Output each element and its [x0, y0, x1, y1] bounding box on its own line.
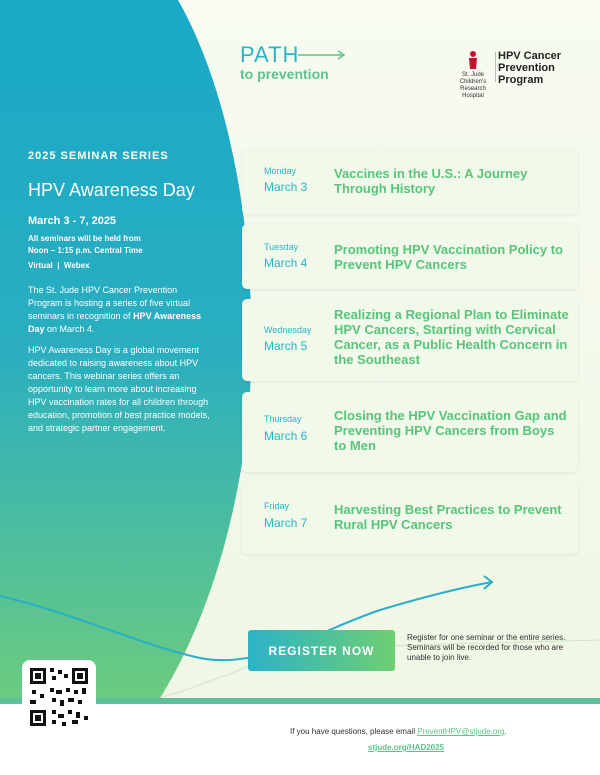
seminar-topic: Vaccines in the U.S.: A Journey Through History — [334, 166, 528, 196]
seminar-card — [242, 148, 578, 214]
seminar-date: March 6 — [264, 429, 308, 443]
contact-text: If you have questions, please email PreventHPV@stjude.org. — [290, 727, 507, 736]
st-jude-mark — [450, 50, 496, 100]
logo-sub-text: to prevention — [240, 66, 329, 82]
seminar-day: Thursday — [264, 414, 302, 424]
path-to-prevention-logo — [240, 42, 329, 82]
register-now-button[interactable]: REGISTER NOW — [248, 630, 395, 671]
seminar-date: March 3 — [264, 180, 308, 194]
description-paragraph: HPV Awareness Day is a global movement dedicated to raising awareness about HPV cancers. This webinar series offers an opportunity to learn more about increasing HPV vaccination rates for all children through education, promotion of best practice models, and strategic partner engagement. — [28, 345, 210, 433]
event-dates: March 3 - 7, 2025 — [28, 215, 117, 227]
email-link[interactable]: PreventHPV@stjude.org — [417, 727, 505, 736]
seminar-day: Tuesday — [264, 242, 299, 252]
seminar-card — [242, 299, 578, 381]
seminar-topic: Promoting HPV Vaccination Policy to Prevent HPV Cancers — [334, 242, 563, 272]
org-logo — [450, 48, 590, 99]
qr-code[interactable] — [22, 660, 96, 734]
logo-path-text: PATH — [240, 42, 300, 67]
seminar-topic: Closing the HPV Vaccination Gap and Preventing HPV Cancers from Boys to Men — [334, 408, 567, 453]
seminar-date: March 7 — [264, 516, 308, 530]
register-note: Register for one seminar or the entire series. Seminars will be recorded for those who are unable to join live. — [407, 633, 566, 662]
event-url-link[interactable]: stjude.org/HAD2025 — [368, 743, 445, 752]
series-label: 2025 SEMINAR SERIES — [28, 150, 169, 162]
logo-divider — [495, 52, 496, 82]
seminar-topic: Harvesting Best Practices to Prevent Rural HPV Cancers — [334, 502, 562, 532]
seminar-day: Wednesday — [264, 325, 312, 335]
scan-label: Scan to register — [26, 741, 83, 750]
event-mode: Virtual | Webex — [28, 261, 90, 270]
seminar-card — [242, 224, 578, 289]
org-mark-text: St. Jude Children's Research Hospital — [459, 72, 487, 99]
seminar-day: Friday — [264, 501, 290, 511]
seminar-card — [242, 482, 578, 554]
org-name: HPV Cancer Prevention Program — [498, 50, 561, 86]
qr-code-icon — [22, 660, 96, 734]
intro-panel — [28, 150, 213, 435]
seminar-day: Monday — [264, 166, 297, 176]
seminar-topic: Realizing a Regional Plan to Eliminate HPV Cancers, Starting with Cervical Cancer, as a Public Health Concern in the Southeast — [334, 307, 569, 367]
st-jude-figure-icon — [465, 50, 481, 70]
schedule-text: All seminars will be held from Noon – 1:15 p.m. Central Time — [28, 234, 143, 255]
intro-paragraph: The St. Jude HPV Cancer Prevention Program is hosting a series of five virtual seminars in recognition of HPV Awareness Day on March 4. — [28, 285, 202, 334]
seminar-card — [242, 392, 578, 472]
seminar-date: March 4 — [264, 256, 308, 270]
event-title: HPV Awareness Day — [28, 180, 195, 200]
logo-arrow-icon — [298, 50, 348, 60]
seminar-date: March 5 — [264, 339, 308, 353]
